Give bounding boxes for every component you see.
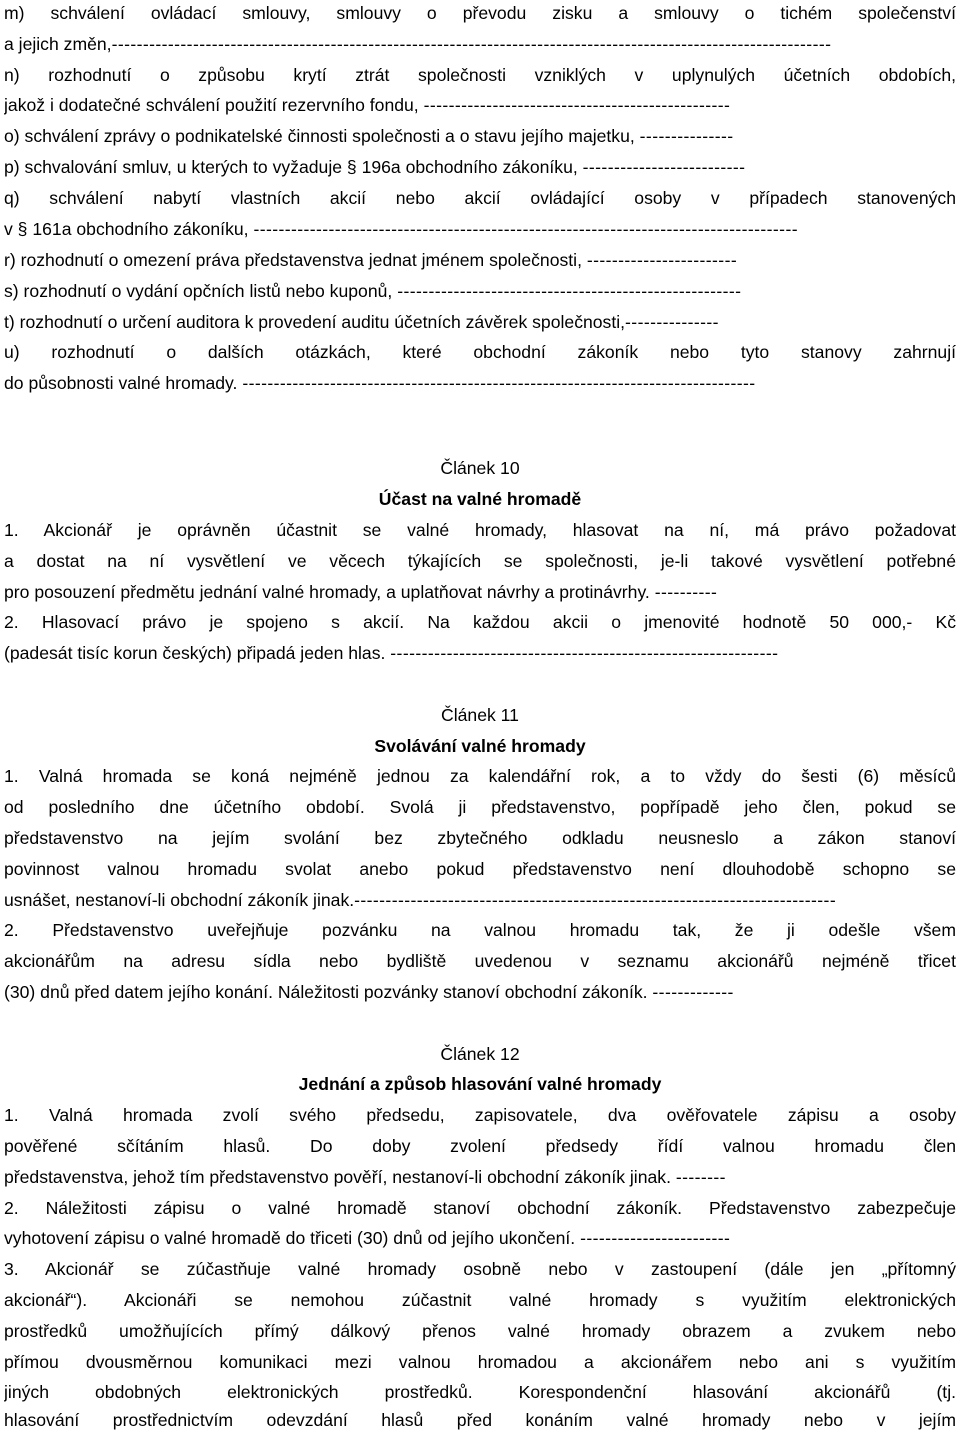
article-12-line-3-text: představenstva, jehož tím představenstvo pověří, nestanoví-li obchodní zákoník jinak. <box>4 1167 676 1187</box>
filler-dashes: ---------------------------------------------------------------------------------- <box>242 373 756 393</box>
article-12-line-5-text: vyhotovení zápisu o valné hromadě do třiceti (30) dnů od jejího ukončení. <box>4 1228 581 1248</box>
filler-dashes: --------------- <box>625 312 719 332</box>
article-10-line-4: 2. Hlasovací právo je spojeno s akcií. Na každou akcii o jmenovité hodnotě 50 000,- Kč <box>4 612 956 632</box>
item-o-text: o) schválení zprávy o podnikatelské činnosti společnosti a o stavu jejího majetku, <box>4 126 640 146</box>
item-u-text: do působnosti valné hromady. <box>4 373 243 393</box>
article-10-line-2: a dostat na ní vysvětlení ve věcech týkajících se společnosti, je-li takové vysvětlení potřebné <box>4 551 956 571</box>
filler-dashes: ------------------------------------------------- <box>423 95 731 115</box>
item-t-text: t) rozhodnutí o určení auditora k provedení auditu účetních závěrek společnosti, <box>4 312 626 332</box>
item-r-text: r) rozhodnutí o omezení práva představenstva jednat jménem společnosti, <box>4 250 587 270</box>
article-11-line-1: 1. Valná hromada se koná nejméně jednou za kalendářní rok, a to vždy do šesti (6) měsíců <box>4 766 956 786</box>
article-11-line-3: představenstvo na jejím svolání bez zbytečného odkladu neusneslo a zákon stanoví <box>4 828 956 848</box>
article-12-line-8: prostředků umožňujících přímý dálkový přenos valné hromady obrazem a zvukem nebo <box>4 1321 956 1341</box>
article-12-title: Jednání a způsob hlasování valné hromady <box>298 1074 662 1094</box>
item-q-line-1: q) schválení nabytí vlastních akcií nebo akcií ovládající osoby v případech stanovených <box>4 188 956 208</box>
article-12-line-1: 1. Valná hromada zvolí svého předsedu, zapisovatele, dva ověřovatele zápisu a osoby <box>4 1105 956 1125</box>
article-11-line-8 <box>4 977 956 1008</box>
item-s-text: s) rozhodnutí o vydání opčních listů nebo kuponů, <box>4 281 398 301</box>
article-10-line-3-text: pro posouzení předmětu jednání valné hromady, a uplatňovat návrhy a protinávrhy. <box>4 582 655 602</box>
article-11-line-5-text: usnášet, nestanoví-li obchodní zákoník jinak. <box>4 890 355 910</box>
item-s <box>4 276 956 307</box>
article-11-line-7: akcionářům na adresu sídla nebo bydliště uvedenou v seznamu akcionářů nejméně třicet <box>4 951 956 971</box>
article-10-heading: Článek 10 <box>440 458 520 478</box>
article-11-line-8-text: (30) dnů před datem jejího konání. Náležitosti pozvánky stanoví obchodní zákoník. <box>4 982 653 1002</box>
filler-dashes: --------------- <box>639 126 734 146</box>
article-12-line-10: jiných obdobných elektronických prostředků. Korespondenční hlasování akcionářů (tj. <box>4 1382 956 1402</box>
item-q-text: v § 161a obchodního zákoníku, <box>4 219 254 239</box>
item-n-line-2 <box>4 90 956 121</box>
item-n-text: jakož i dodatečné schválení použití rezervního fondu, <box>4 95 424 115</box>
item-p-text: p) schvalování smluv, u kterých to vyžaduje § 196a obchodního zákoníku, <box>4 157 583 177</box>
filler-dashes: -------------------------------------------------------------- <box>390 643 779 663</box>
article-10-line-5-text: (padesát tisíc korun českých) připadá jeden hlas. <box>4 643 391 663</box>
filler-dashes: -------- <box>675 1167 726 1187</box>
article-12-line-3 <box>4 1162 956 1193</box>
article-11-line-6: 2. Představenstvo uveřejňuje pozvánku na valnou hromadu tak, že ji odešle všem <box>4 920 956 940</box>
article-12-line-11: hlasování prostřednictvím odevzdání hlasů před konáním valné hromady nebo v jejím <box>4 1410 956 1430</box>
filler-dashes: ------------------------ <box>580 1228 731 1248</box>
article-12-line-5 <box>4 1223 956 1254</box>
article-11-line-4: povinnost valnou hromadu svolat anebo pokud představenstvo není dlouhodobě schopno se <box>4 859 956 879</box>
article-10-line-5 <box>4 638 956 669</box>
article-10-title: Účast na valné hromadě <box>378 489 582 509</box>
item-p <box>4 152 956 183</box>
item-q-line-2 <box>4 214 956 245</box>
item-r <box>4 245 956 276</box>
article-12-heading: Článek 12 <box>440 1044 520 1064</box>
article-12-line-9: přímou dvousměrnou komunikaci mezi valnou hromadou a akcionářem nebo ani s využitím <box>4 1352 956 1372</box>
article-12-line-2: pověřené sčítáním hlasů. Do doby zvolení předsedy řídí valnou hromadu člen <box>4 1136 956 1156</box>
article-10-line-1: 1. Akcionář je oprávněn účastnit se valné hromady, hlasovat na ní, má právo požadovat <box>4 520 956 540</box>
item-t <box>4 307 956 338</box>
item-o <box>4 121 956 152</box>
item-m-line-1: m) schválení ovládací smlouvy, smlouvy o převodu zisku a smlouvy o tichém společenství <box>4 3 956 23</box>
filler-dashes: ---------- <box>654 582 718 602</box>
item-u-line-2 <box>4 368 956 399</box>
filler-dashes: --------------------------------------------------------------------------------------- <box>253 219 798 239</box>
filler-dashes: ------------------------ <box>586 250 738 270</box>
filler-dashes: ------------------------------------------------------- <box>397 281 742 301</box>
item-u-line-1: u) rozhodnutí o dalších otázkách, které obchodní zákoník nebo tyto stanovy zahrnují <box>4 342 956 362</box>
item-m-line-2 <box>4 29 956 60</box>
filler-dashes: ------------------------------------------------------------------------------------------------------------------- <box>111 34 832 54</box>
article-12-line-6: 3. Akcionář se zúčastňuje valné hromady osobně nebo v zastoupení (dále jen „přítomný <box>4 1259 956 1279</box>
article-11-line-2: od posledního dne účetního období. Svolá ji představenstvo, popřípadě jeho člen, pokud se <box>4 797 956 817</box>
article-12-line-4: 2. Náležitosti zápisu o valné hromadě stanoví obchodní zákoník. Představenstvo zabezpečuje <box>4 1198 956 1218</box>
article-11-line-5 <box>4 885 956 916</box>
filler-dashes: -------------------------- <box>582 157 746 177</box>
article-11-title: Svolávání valné hromady <box>374 736 586 756</box>
item-m-text: a jejich změn, <box>4 34 112 54</box>
article-10-line-3 <box>4 577 956 608</box>
item-n-line-1: n) rozhodnutí o způsobu krytí ztrát společnosti vzniklých v uplynulých účetních obdobích, <box>4 65 956 85</box>
filler-dashes: ----------------------------------------------------------------------------- <box>354 890 837 910</box>
filler-dashes: ------------- <box>652 982 734 1002</box>
article-12-line-7: akcionář“). Akcionáři se nemohou zúčastnit valné hromady s využitím elektronických <box>4 1290 956 1310</box>
article-11-heading: Článek 11 <box>441 705 519 725</box>
